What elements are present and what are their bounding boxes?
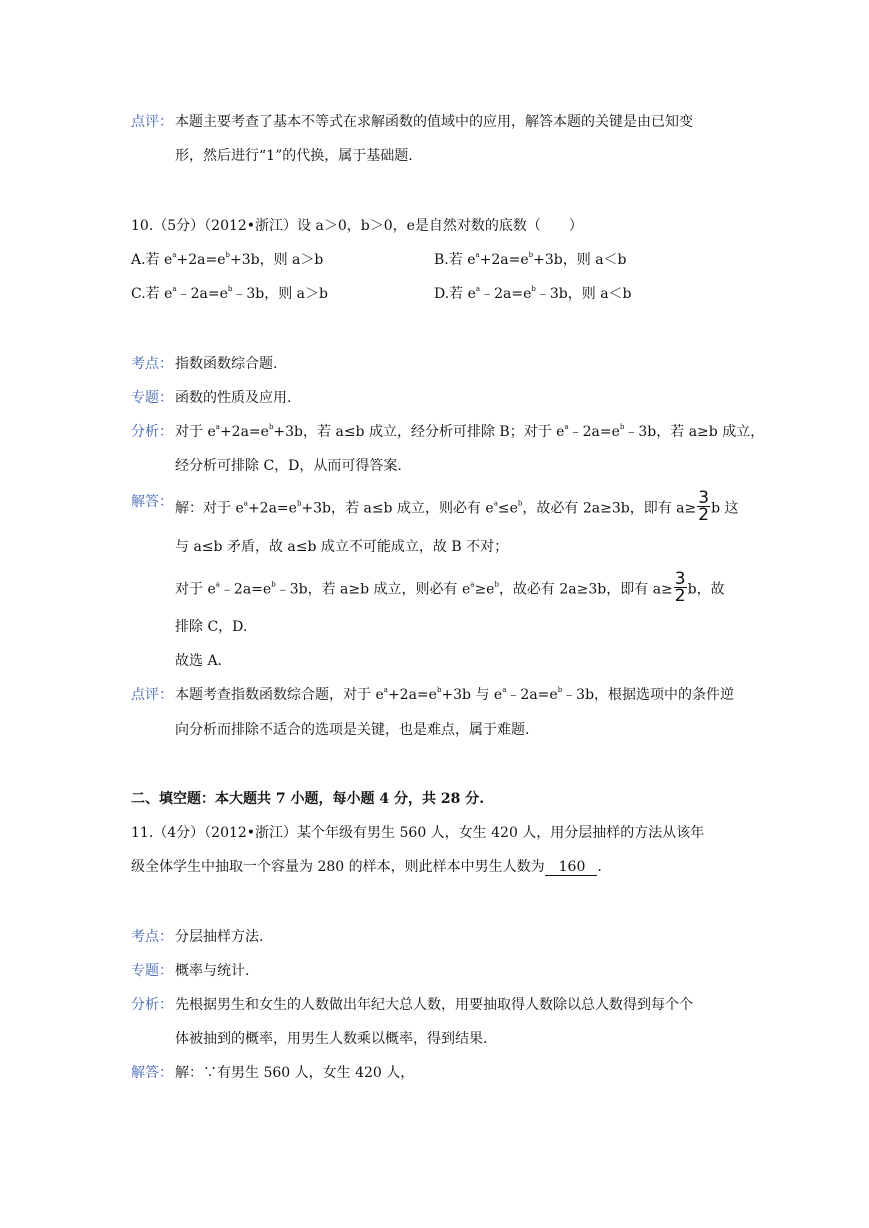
jieda-text-line: 故选 A. (175, 653, 223, 669)
kaodian-label: 考点： (131, 356, 173, 372)
jieda-label: 解答： (131, 1065, 173, 1081)
section-heading: 二、填空题：本大题共 7 小题，每小题 4 分，共 28 分. (131, 791, 485, 807)
option-b: B.若 $e^a+2a=e^b+3b$，则 a＜b (434, 251, 627, 268)
jieda-text-line: 对于 $e^a﹣2a=e^b﹣3b$，若 a≥b 成立，则必有 $e^a\ge e^b$，故必有 2a≥3b，即有 a≥ $\frac{3}{2}$ b，故 (175, 569, 725, 606)
zhuanti-text: 概率与统计. (175, 963, 250, 979)
option-d: D.若 $e^a﹣2a=e^b﹣3b$，则 a＜b (434, 285, 632, 302)
fenxi-text-line: 先根据男生和女生的人数做出年纪大总人数，用要抽取得人数除以总人数得到每个个 (175, 997, 693, 1013)
question-stem: 级全体学生中抽取一个容量为 280 的样本，则此样本中男生人数为 160 . (131, 859, 602, 875)
comment-text-line: 本题主要考查了基本不等式在求解函数的值域中的应用，解答本题的关键是由已知变 (175, 114, 693, 130)
fenxi-label: 分析： (131, 997, 173, 1013)
option-c: C.若 $e^a﹣2a=e^b﹣3b$，则 a＞b (131, 285, 328, 302)
zhuanti-text: 函数的性质及应用. (175, 390, 292, 406)
kaodian-text: 分层抽样方法. (175, 929, 264, 945)
dianping-text-line: 向分析而排除不适合的选项是关键，也是难点，属于难题. (175, 722, 530, 738)
fenxi-label: 分析： (131, 424, 173, 440)
fenxi-text-line: 体被抽到的概率，用男生人数乘以概率，得到结果. (175, 1031, 488, 1047)
kaodian-label: 考点： (131, 929, 173, 945)
fraction-three-halves: $\frac{3}{2}$ (698, 488, 710, 525)
comment-label: 点评： (131, 114, 173, 130)
fenxi-text-line: 对于 $e^a+2a=e^b+3b$，若 a≤b 成立，经分析可排除 B；对于 $e^a﹣2a=e^b﹣3b$，若 a≥b 成立， (175, 423, 765, 440)
zhuanti-label: 专题： (131, 963, 173, 979)
question-stem: 10.（5分）（2012•浙江）设 a＞0，b＞0，e是自然对数的底数（ ） (131, 218, 583, 234)
jieda-text-line: 排除 C，D. (175, 619, 248, 635)
fraction-three-halves: $\frac{3}{2}$ (674, 569, 686, 606)
comment-text-line: 形，然后进行“1”的代换，属于基础题. (175, 148, 413, 164)
question-stem: 11.（4分）（2012•浙江）某个年级有男生 560 人，女生 420 人，用分层抽样的方法从该年 (131, 825, 705, 841)
jieda-text-line: 解：∵有男生 560 人，女生 420 人， (175, 1065, 415, 1081)
kaodian-text: 指数函数综合题. (175, 356, 278, 372)
fenxi-text-line: 经分析可排除 C，D，从而可得答案. (175, 458, 402, 474)
option-a: A.若 $e^a+2a=e^b+3b$，则 a＞b (131, 251, 324, 268)
dianping-text-line: 本题考查指数函数综合题，对于 $e^a+2a=e^b+3b$ 与 $e^a﹣2a=e^b﹣3b$，根据选项中的条件逆 (175, 686, 735, 703)
zhuanti-label: 专题： (131, 390, 173, 406)
dianping-label: 点评： (131, 687, 173, 703)
jieda-text-line: 解：对于 $e^a+2a=e^b+3b$，若 a≤b 成立，则必有 $e^a\le e^b$，故必有 2a≥3b，即有 a≥ $\frac{3}{2}$ b 这 (175, 488, 739, 525)
answer-blank: 160 (545, 859, 598, 876)
jieda-text-line: 与 a≤b 矛盾，故 a≤b 成立不可能成立，故 B 不对； (175, 539, 509, 555)
jieda-label: 解答： (131, 494, 173, 510)
